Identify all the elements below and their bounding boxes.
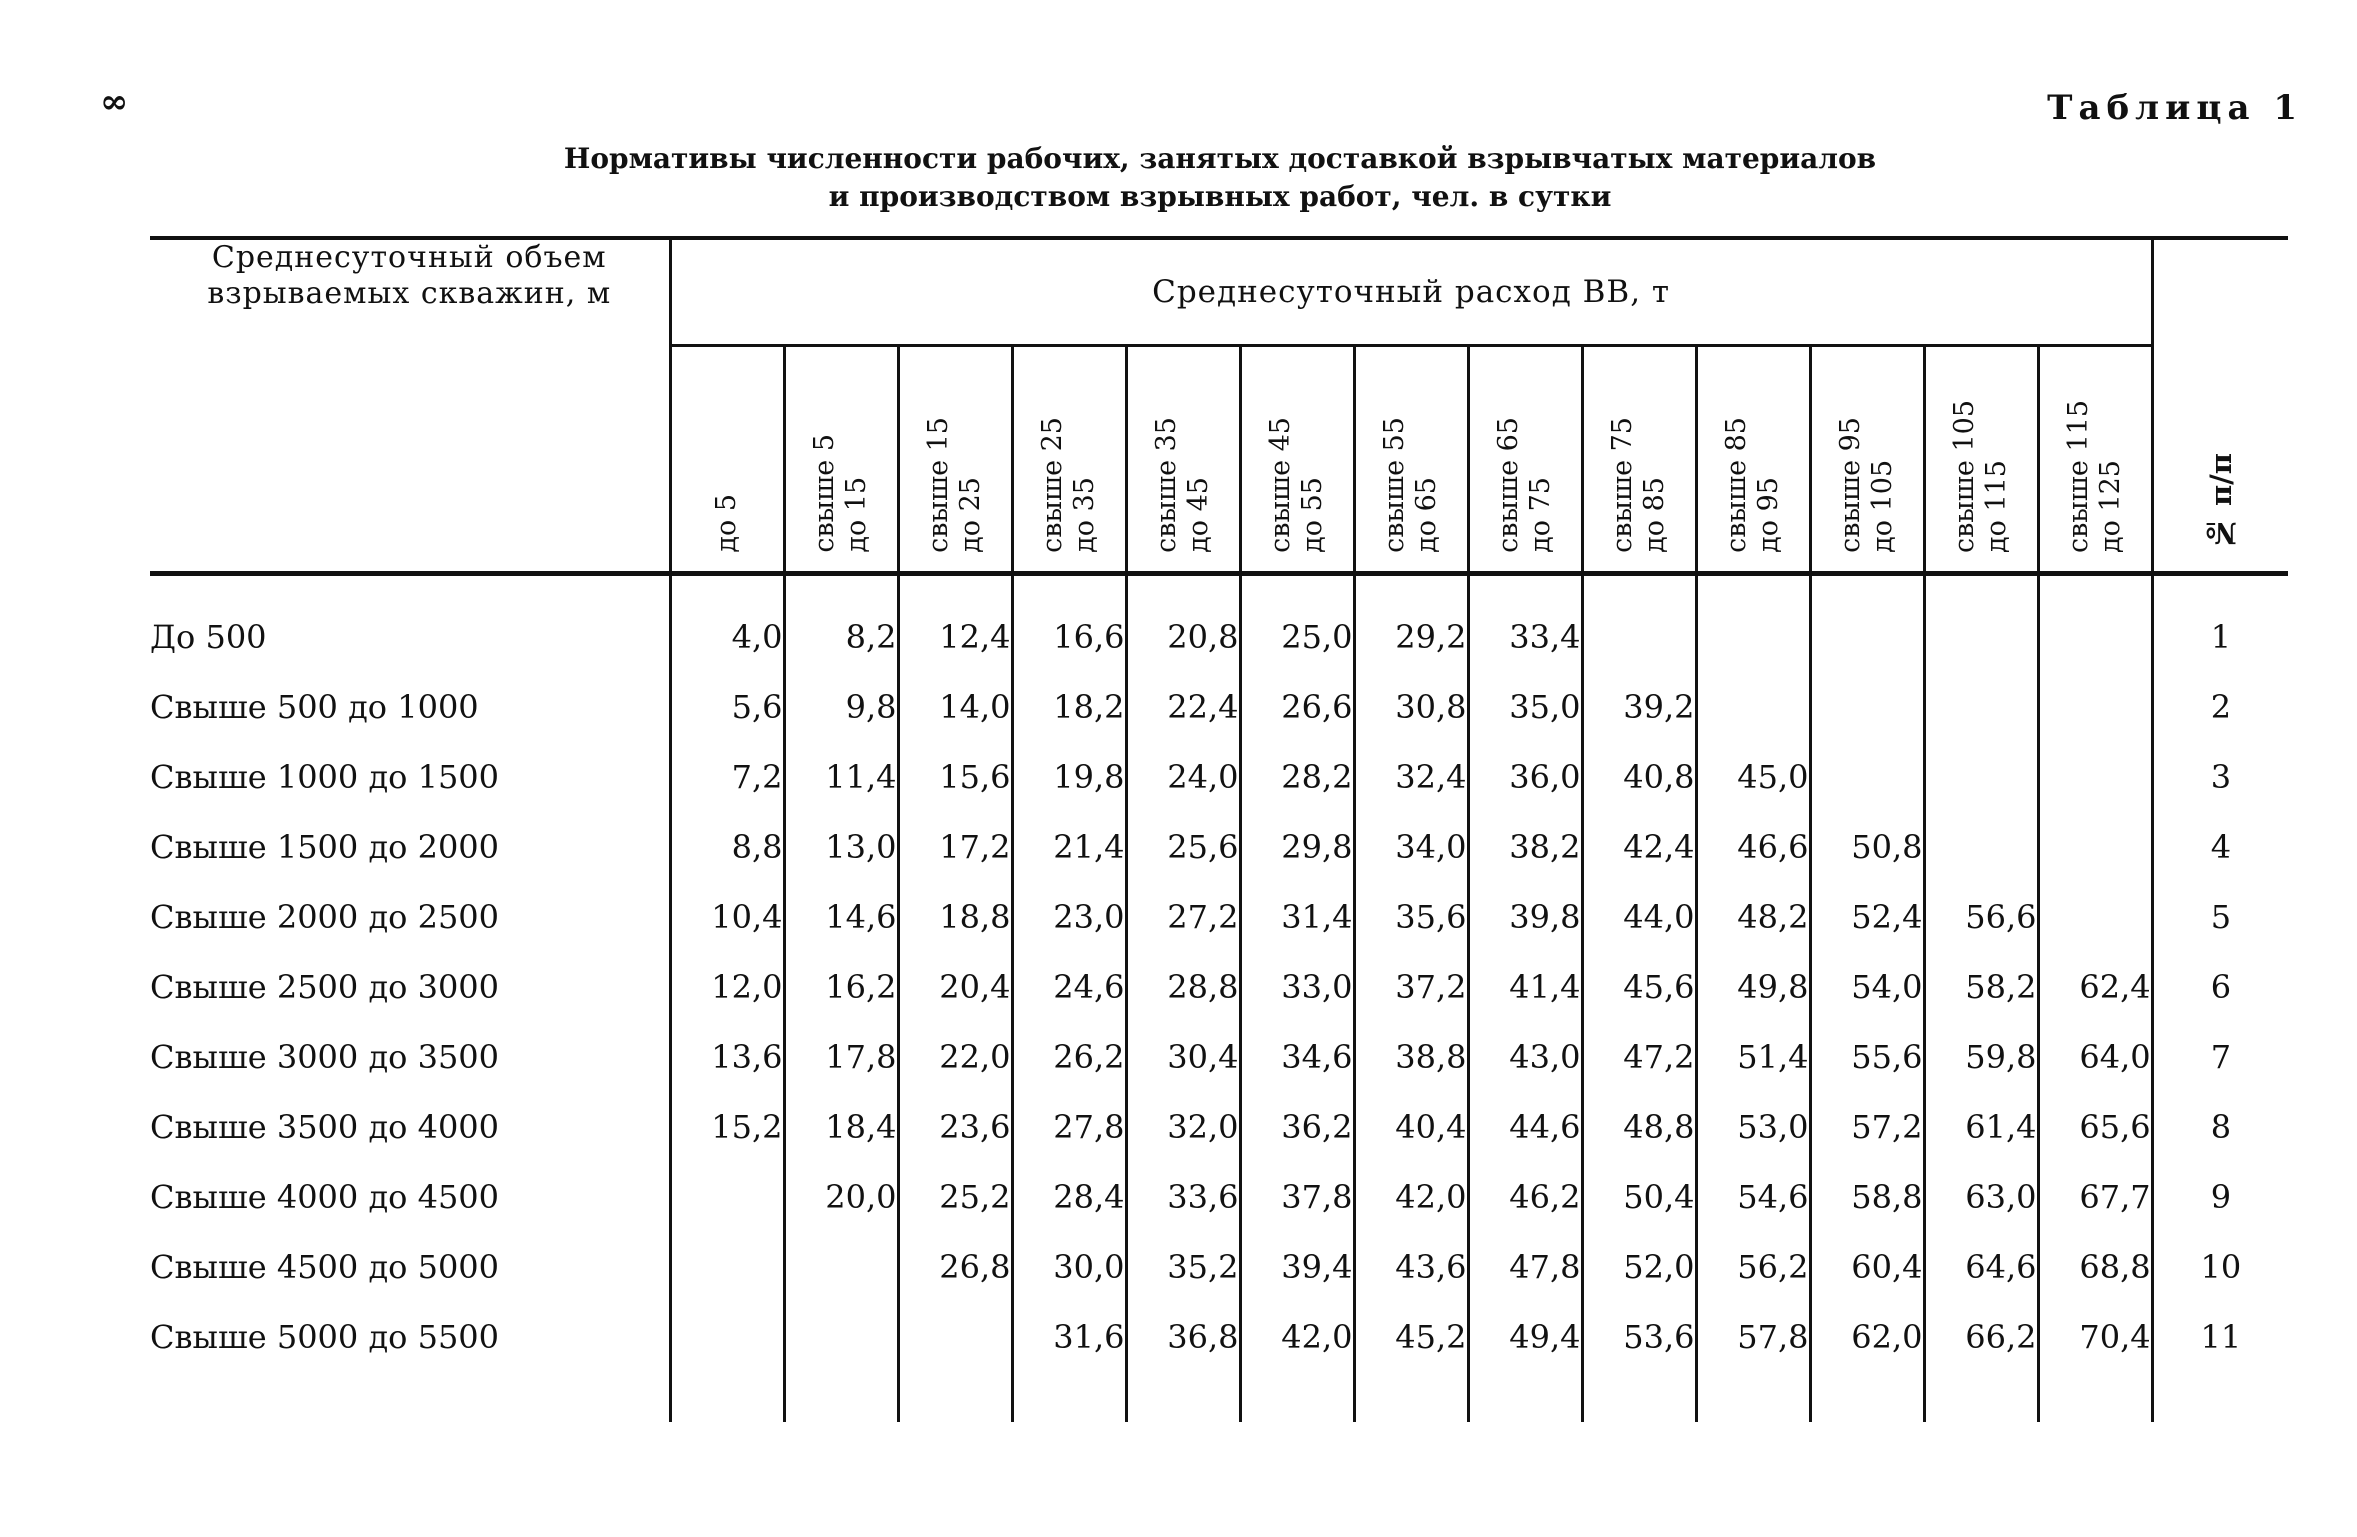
column-header	[1126, 346, 1240, 574]
value-cell: 14,0	[898, 672, 1012, 742]
spacer-cell	[784, 1372, 898, 1422]
value-cell	[1810, 602, 1924, 672]
value-cell: 18,2	[1012, 672, 1126, 742]
spacer-cell	[2038, 1372, 2152, 1422]
row-label: До 500	[150, 618, 267, 656]
value-cell: 64,0	[2038, 1022, 2152, 1092]
spacer-cell	[784, 574, 898, 603]
table-row	[150, 1022, 2288, 1092]
value-cell: 27,8	[1012, 1092, 1126, 1162]
value-cell	[1924, 812, 2038, 882]
value-cell: 18,8	[898, 882, 1012, 952]
table-row	[150, 672, 2288, 742]
row-header: Среднесуточный объем взрываемых скважин, м	[150, 238, 670, 574]
value-cell: 11,4	[784, 742, 898, 812]
spacer-cell	[1696, 574, 1810, 603]
column-header-line2: до 85	[1639, 477, 1670, 553]
column-header-line1: свыше 45	[1265, 417, 1296, 553]
value-cell: 56,6	[1924, 882, 2038, 952]
value-cell	[2038, 672, 2152, 742]
value-cell: 67,7	[2038, 1162, 2152, 1232]
value-cell: 24,0	[1126, 742, 1240, 812]
value-cell: 28,8	[1126, 952, 1240, 1022]
value-cell: 8,2	[784, 602, 898, 672]
spacer-cell	[2038, 574, 2152, 603]
value-cell: 41,4	[1468, 952, 1582, 1022]
row-number: 9	[2210, 1178, 2232, 1216]
column-header-line2: до 45	[1183, 477, 1214, 553]
column-header-line1: свыше 25	[1037, 417, 1068, 553]
spacer-row	[150, 574, 2288, 603]
column-header	[784, 346, 898, 574]
value-cell	[1810, 742, 1924, 812]
value-cell: 52,0	[1582, 1232, 1696, 1302]
spacer-cell	[1126, 574, 1240, 603]
value-cell: 8,8	[670, 812, 784, 882]
row-number: 8	[2210, 1108, 2232, 1146]
column-header	[1582, 346, 1696, 574]
value-cell: 48,8	[1582, 1092, 1696, 1162]
row-label: Свыше 500 до 1000	[150, 688, 479, 726]
value-cell: 53,6	[1582, 1302, 1696, 1372]
row-label: Свыше 2000 до 2500	[150, 898, 500, 936]
column-header-line1: свыше 35	[1151, 417, 1182, 553]
spacer-cell	[150, 1372, 670, 1422]
spacer-cell	[1924, 574, 2038, 603]
value-cell: 33,4	[1468, 602, 1582, 672]
spacer-cell	[1810, 1372, 1924, 1422]
spacer-cell	[150, 574, 670, 603]
row-label: Свыше 4500 до 5000	[150, 1248, 500, 1286]
row-number: 2	[2210, 688, 2232, 726]
value-cell: 66,2	[1924, 1302, 2038, 1372]
column-header-line1: свыше 105	[1949, 399, 1980, 553]
value-cell: 57,8	[1696, 1302, 1810, 1372]
value-cell: 31,4	[1240, 882, 1354, 952]
column-header-label	[923, 417, 987, 553]
value-cell: 38,8	[1354, 1022, 1468, 1092]
column-header-line2: до 25	[955, 477, 986, 553]
value-cell: 30,8	[1354, 672, 1468, 742]
value-cell: 45,6	[1582, 952, 1696, 1022]
spacer-cell	[1012, 574, 1126, 603]
spacer-cell	[670, 574, 784, 603]
value-cell	[1582, 602, 1696, 672]
value-cell: 58,8	[1810, 1162, 1924, 1232]
table-caption-line-2: и производством взрывных работ, чел. в сутки	[828, 180, 1612, 213]
value-cell	[2038, 602, 2152, 672]
spacer-cell	[2152, 1372, 2288, 1422]
column-header	[670, 346, 784, 574]
table-row	[150, 1302, 2288, 1372]
column-header-line1: свыше 75	[1607, 417, 1638, 553]
table-row	[150, 602, 2288, 672]
column-header-line2: до 95	[1753, 477, 1784, 553]
value-cell: 34,0	[1354, 812, 1468, 882]
value-cell	[1924, 602, 2038, 672]
value-cell: 22,4	[1126, 672, 1240, 742]
value-cell: 10,4	[670, 882, 784, 952]
value-cell: 57,2	[1810, 1092, 1924, 1162]
column-header-line2: до 55	[1297, 477, 1328, 553]
value-cell: 62,0	[1810, 1302, 1924, 1372]
value-cell: 16,2	[784, 952, 898, 1022]
column-header-line2: до 35	[1069, 477, 1100, 553]
value-cell: 36,2	[1240, 1092, 1354, 1162]
table-row	[150, 1162, 2288, 1232]
value-cell: 47,2	[1582, 1022, 1696, 1092]
value-cell: 68,8	[2038, 1232, 2152, 1302]
spacer-cell	[1354, 574, 1468, 603]
value-cell: 15,6	[898, 742, 1012, 812]
spacer-cell	[1810, 574, 1924, 603]
row-number: 3	[2210, 758, 2232, 796]
column-header-line2: до 115	[1981, 460, 2012, 553]
value-cell: 17,8	[784, 1022, 898, 1092]
norms-table-container	[150, 236, 2288, 1422]
row-number: 1	[2210, 618, 2232, 656]
value-cell: 20,8	[1126, 602, 1240, 672]
table-row	[150, 952, 2288, 1022]
spacer-cell	[1696, 1372, 1810, 1422]
value-cell: 50,4	[1582, 1162, 1696, 1232]
value-cell: 49,8	[1696, 952, 1810, 1022]
column-header	[2038, 346, 2152, 574]
value-cell: 4,0	[670, 602, 784, 672]
table-row	[150, 1232, 2288, 1302]
value-cell: 70,4	[2038, 1302, 2152, 1372]
value-cell: 64,6	[1924, 1232, 2038, 1302]
value-cell: 46,2	[1468, 1162, 1582, 1232]
value-cell: 51,4	[1696, 1022, 1810, 1092]
value-cell	[1810, 672, 1924, 742]
value-cell: 24,6	[1012, 952, 1126, 1022]
column-header-label	[809, 434, 873, 553]
table-row	[150, 1092, 2288, 1162]
spacer-cell	[1924, 1372, 2038, 1422]
value-cell: 52,4	[1810, 882, 1924, 952]
value-cell: 33,6	[1126, 1162, 1240, 1232]
value-cell: 13,0	[784, 812, 898, 882]
group-header: Среднесуточный расход ВВ, т	[670, 238, 2152, 346]
value-cell: 42,4	[1582, 812, 1696, 882]
column-header-line2: до 65	[1411, 477, 1442, 553]
value-cell: 59,8	[1924, 1022, 2038, 1092]
value-cell: 15,2	[670, 1092, 784, 1162]
spacer-cell	[898, 574, 1012, 603]
value-cell: 31,6	[1012, 1302, 1126, 1372]
column-header-line1: до 5	[711, 494, 742, 553]
column-header-line2: до 15	[841, 477, 872, 553]
value-cell: 56,2	[1696, 1232, 1810, 1302]
value-cell	[670, 1232, 784, 1302]
value-cell: 28,4	[1012, 1162, 1126, 1232]
value-cell: 60,4	[1810, 1232, 1924, 1302]
column-header-line2: до 105	[1867, 460, 1898, 553]
value-cell	[898, 1302, 1012, 1372]
value-cell: 20,0	[784, 1162, 898, 1232]
value-cell: 39,4	[1240, 1232, 1354, 1302]
value-cell	[2038, 812, 2152, 882]
value-cell: 19,8	[1012, 742, 1126, 812]
value-cell: 55,6	[1810, 1022, 1924, 1092]
value-cell: 43,0	[1468, 1022, 1582, 1092]
value-cell: 39,2	[1582, 672, 1696, 742]
value-cell: 26,6	[1240, 672, 1354, 742]
row-label: Свыше 3500 до 4000	[150, 1108, 500, 1146]
value-cell: 22,0	[898, 1022, 1012, 1092]
column-header-label	[1151, 417, 1215, 553]
spacer-cell	[1012, 1372, 1126, 1422]
value-cell	[670, 1302, 784, 1372]
value-cell: 61,4	[1924, 1092, 2038, 1162]
value-cell: 34,6	[1240, 1022, 1354, 1092]
table-body	[150, 574, 2288, 1423]
spacer-cell	[1240, 574, 1354, 603]
column-header-label	[2063, 400, 2127, 553]
value-cell	[1696, 602, 1810, 672]
value-cell: 30,4	[1126, 1022, 1240, 1092]
table-row	[150, 882, 2288, 952]
npp-header	[2152, 238, 2288, 574]
value-cell: 38,2	[1468, 812, 1582, 882]
value-cell	[784, 1302, 898, 1372]
spacer-cell	[1582, 574, 1696, 603]
value-cell: 63,0	[1924, 1162, 2038, 1232]
value-cell: 25,6	[1126, 812, 1240, 882]
column-header-line2: до 125	[2095, 460, 2127, 553]
value-cell: 30,0	[1012, 1232, 1126, 1302]
table-row	[150, 742, 2288, 812]
column-header	[1810, 346, 1924, 574]
value-cell: 18,4	[784, 1092, 898, 1162]
value-cell: 33,0	[1240, 952, 1354, 1022]
column-header-label	[1949, 400, 2013, 553]
column-header-label	[1835, 417, 1899, 553]
value-cell: 65,6	[2038, 1092, 2152, 1162]
value-cell: 35,2	[1126, 1232, 1240, 1302]
column-header-label	[1037, 417, 1101, 553]
spacer-cell	[1468, 574, 1582, 603]
column-header-label	[1721, 417, 1785, 553]
row-label: Свыше 3000 до 3500	[150, 1038, 500, 1076]
column-header-line1: свыше 5	[809, 434, 840, 553]
value-cell: 54,6	[1696, 1162, 1810, 1232]
value-cell: 40,4	[1354, 1092, 1468, 1162]
column-header	[1924, 346, 2038, 574]
row-number: 5	[2210, 898, 2232, 936]
column-header	[1468, 346, 1582, 574]
value-cell: 40,8	[1582, 742, 1696, 812]
value-cell: 14,6	[784, 882, 898, 952]
value-cell: 26,2	[1012, 1022, 1126, 1092]
norms-table	[150, 236, 2288, 1422]
value-cell: 29,8	[1240, 812, 1354, 882]
value-cell: 32,0	[1126, 1092, 1240, 1162]
row-label: Свыше 1500 до 2000	[150, 828, 500, 866]
value-cell: 20,4	[898, 952, 1012, 1022]
column-header-line1: свыше 95	[1835, 417, 1866, 553]
value-cell: 32,4	[1354, 742, 1468, 812]
column-header-label	[1607, 417, 1671, 553]
column-header-label	[711, 494, 743, 553]
value-cell: 26,8	[898, 1232, 1012, 1302]
row-label: Свыше 5000 до 5500	[150, 1318, 500, 1356]
spacer-cell	[1468, 1372, 1582, 1422]
value-cell: 23,6	[898, 1092, 1012, 1162]
value-cell: 25,0	[1240, 602, 1354, 672]
value-cell: 29,2	[1354, 602, 1468, 672]
value-cell: 5,6	[670, 672, 784, 742]
value-cell: 21,4	[1012, 812, 1126, 882]
row-number: 7	[2210, 1038, 2232, 1076]
spacer-cell	[898, 1372, 1012, 1422]
value-cell: 12,0	[670, 952, 784, 1022]
column-header	[1240, 346, 1354, 574]
column-header-label	[1379, 417, 1443, 553]
value-cell: 44,6	[1468, 1092, 1582, 1162]
value-cell: 45,2	[1354, 1302, 1468, 1372]
value-cell: 42,0	[1240, 1302, 1354, 1372]
row-label: Свыше 1000 до 1500	[150, 758, 500, 796]
column-header	[898, 346, 1012, 574]
value-cell	[1924, 742, 2038, 812]
value-cell: 45,0	[1696, 742, 1810, 812]
table-label: Таблица 1	[2047, 88, 2303, 128]
value-cell	[2038, 882, 2152, 952]
spacer-cell	[1126, 1372, 1240, 1422]
value-cell: 37,8	[1240, 1162, 1354, 1232]
column-header	[1354, 346, 1468, 574]
row-number: 10	[2200, 1248, 2242, 1286]
spacer-cell	[1240, 1372, 1354, 1422]
value-cell: 35,0	[1468, 672, 1582, 742]
value-cell: 35,6	[1354, 882, 1468, 952]
value-cell: 28,2	[1240, 742, 1354, 812]
column-header-line1: свыше 65	[1493, 417, 1524, 553]
column-header-line1: свыше 115	[2063, 399, 2095, 553]
value-cell: 36,8	[1126, 1302, 1240, 1372]
value-cell: 39,8	[1468, 882, 1582, 952]
spacer-cell	[670, 1372, 784, 1422]
table-caption-line-1: Нормативы численности рабочих, занятых доставкой взрывчатых материалов	[563, 142, 1877, 175]
value-cell	[2038, 742, 2152, 812]
value-cell: 48,2	[1696, 882, 1810, 952]
value-cell: 12,4	[898, 602, 1012, 672]
value-cell: 25,2	[898, 1162, 1012, 1232]
value-cell	[670, 1162, 784, 1232]
value-cell: 50,8	[1810, 812, 1924, 882]
column-header	[1696, 346, 1810, 574]
value-cell	[1924, 672, 2038, 742]
value-cell: 7,2	[670, 742, 784, 812]
column-header-line1: свыше 85	[1721, 417, 1752, 553]
row-number: 4	[2210, 828, 2232, 866]
row-label: Свыше 2500 до 3000	[150, 968, 500, 1006]
value-cell: 17,2	[898, 812, 1012, 882]
value-cell: 44,0	[1582, 882, 1696, 952]
column-header	[1012, 346, 1126, 574]
value-cell: 49,4	[1468, 1302, 1582, 1372]
value-cell: 42,0	[1354, 1162, 1468, 1232]
value-cell: 9,8	[784, 672, 898, 742]
value-cell: 23,0	[1012, 882, 1126, 952]
value-cell: 37,2	[1354, 952, 1468, 1022]
value-cell: 46,6	[1696, 812, 1810, 882]
row-label: Свыше 4000 до 4500	[150, 1178, 500, 1216]
spacer-row	[150, 1372, 2288, 1422]
value-cell: 13,6	[670, 1022, 784, 1092]
column-header-label	[1265, 417, 1329, 553]
spacer-cell	[1582, 1372, 1696, 1422]
column-header-line1: свыше 55	[1379, 417, 1410, 553]
column-header-line2: до 75	[1525, 477, 1556, 553]
value-cell: 43,6	[1354, 1232, 1468, 1302]
row-number: 11	[2200, 1318, 2242, 1356]
spacer-cell	[1354, 1372, 1468, 1422]
value-cell: 58,2	[1924, 952, 2038, 1022]
column-header-label	[1493, 417, 1557, 553]
value-cell: 47,8	[1468, 1232, 1582, 1302]
spacer-cell	[2152, 574, 2288, 603]
column-header-line1: свыше 15	[923, 417, 954, 553]
value-cell: 53,0	[1696, 1092, 1810, 1162]
row-number: 6	[2210, 968, 2232, 1006]
page-number: ∞	[100, 82, 129, 122]
value-cell	[1696, 672, 1810, 742]
value-cell: 62,4	[2038, 952, 2152, 1022]
table-row	[150, 812, 2288, 882]
npp-header-label: № п/п	[2203, 452, 2238, 550]
value-cell: 27,2	[1126, 882, 1240, 952]
value-cell: 36,0	[1468, 742, 1582, 812]
value-cell: 16,6	[1012, 602, 1126, 672]
value-cell	[784, 1232, 898, 1302]
value-cell: 54,0	[1810, 952, 1924, 1022]
